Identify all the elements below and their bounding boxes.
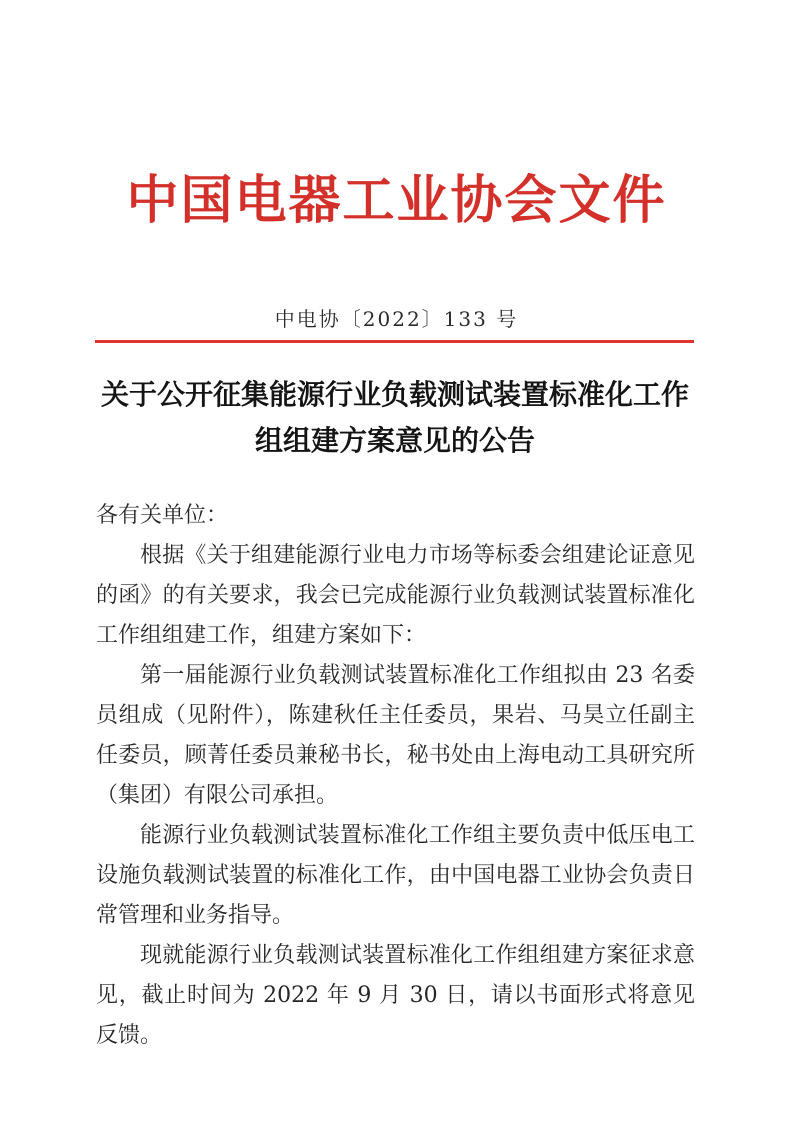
- paragraph: 能源行业负载测试装置标准化工作组主要负责中低压电工设施负载测试装置的标准化工作，由中国电器工业协会负责日常管理和业务指导。: [96, 823, 695, 928]
- document-body: [96, 496, 695, 1056]
- paragraph: 现就能源行业负载测试装置标准化工作组组建方案征求意见，截止时间为 2022 年 9 月 30 日，请以书面形式将意见反馈。: [96, 943, 695, 1048]
- letterhead: 中国电器工业协会文件: [126, 170, 667, 231]
- document-title: 关于公开征集能源行业负载测试装置标准化工作组组建方案意见的公告: [100, 378, 689, 457]
- paragraph: 第一届能源行业负载测试装置标准化工作组拟由 23 名委员组成（见附件），陈建秋任主任委员，果岩、马昊立任副主任委员，顾菁任委员兼秘书长，秘书处由上海电动工具研究所（集团）有限公司承担。: [96, 663, 695, 808]
- document-number: 中电协〔2022〕133 号: [274, 307, 519, 331]
- paragraph: 根据《关于组建能源行业电力市场等标委会组建论证意见的函》的有关要求，我会已完成能源行业负载测试装置标准化工作组组建工作，组建方案如下：: [96, 543, 695, 648]
- salutation: 各有关单位：: [96, 503, 229, 528]
- red-divider-rule: [95, 340, 694, 343]
